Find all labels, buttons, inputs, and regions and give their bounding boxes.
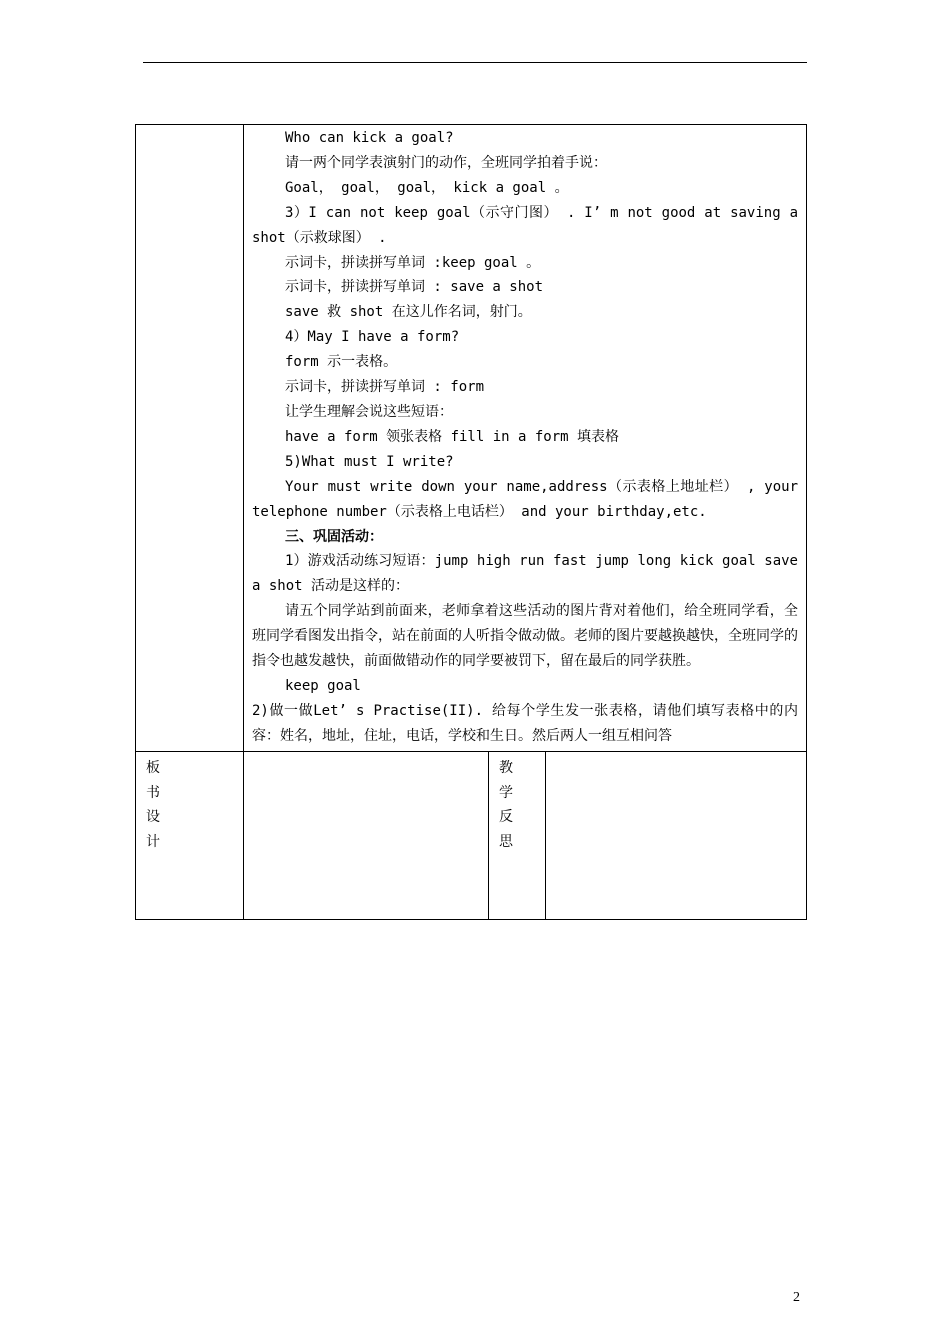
content-line: Goal， goal， goal， kick a goal 。 (285, 179, 569, 196)
left-label-cell (136, 125, 244, 752)
content-line: save 救 shot 在这儿作名词，射门。 (285, 304, 532, 321)
board-design-label-cell (136, 751, 244, 919)
content-line: Your must write down your name,address（示表格上地址栏） , your telephone number（示表格上电话栏） and your birthday,etc. (252, 478, 798, 520)
reflection-label (489, 752, 545, 856)
content-line: 请一两个同学表演射门的动作，全班同学拍着手说： (285, 154, 607, 171)
header-rule (143, 62, 807, 63)
content-line: 2)做一做Let’ s Practise(II). 给每个学生发一张表格，请他们填写表格中的内容：姓名，地址，住址，电话，学校和生日。然后两人一组互相问答 (252, 702, 798, 744)
content-line: 5)What must I write? (285, 453, 454, 470)
board-design-char: 设 (146, 809, 160, 826)
content-cell (244, 125, 807, 752)
board-design-char: 板 (146, 759, 160, 776)
content-line: 3）I can not keep goal（示守门图） . I’ m not good at saving a shot（示救球图） . (252, 204, 798, 246)
content-line: 示词卡，拼读拼写单词 : form (285, 379, 485, 396)
board-design-char: 书 (146, 784, 160, 801)
reflection-char: 学 (499, 784, 513, 801)
board-design-char: 计 (146, 834, 160, 851)
content-row (136, 125, 807, 752)
content-line: 示词卡，拼读拼写单词 : save a shot (285, 279, 544, 296)
content-line: keep goal (285, 677, 361, 694)
reflection-char: 思 (499, 834, 513, 851)
content-line: 三、巩固活动： (285, 528, 383, 545)
content-line: 4）May I have a form? (285, 329, 460, 346)
content-line: 1）游戏活动练习短语：jump high run fast jump long kick goal save a shot 活动是这样的： (252, 553, 798, 595)
footer-row (136, 751, 807, 919)
lesson-content (244, 125, 806, 751)
content-line: 示词卡，拼读拼写单词 :keep goal 。 (285, 254, 541, 271)
reflection-char: 反 (499, 809, 513, 826)
content-line: 请五个同学站到前面来，老师拿着这些活动的图片背对着他们，给全班同学看，全班同学看图发出指令，站在前面的人听指令做动做。老师的图片要越换越快，全班同学的指令也越发越快，前面做错动作的同学要被罚下，留在最后的同学获胜。 (252, 603, 798, 670)
lesson-table (135, 124, 807, 920)
reflection-label-cell (489, 751, 546, 919)
content-line: 让学生理解会说这些短语： (285, 403, 453, 420)
board-design-label (136, 752, 243, 856)
content-line: form 示一表格。 (285, 354, 398, 371)
board-design-cell (244, 751, 489, 919)
content-line: have a form 领张表格 fill in a form 填表格 (285, 428, 620, 445)
reflection-cell (546, 751, 807, 919)
content-line: Who can kick a goal? (285, 130, 454, 146)
page-number: 2 (793, 1290, 800, 1305)
reflection-char: 教 (499, 759, 513, 776)
